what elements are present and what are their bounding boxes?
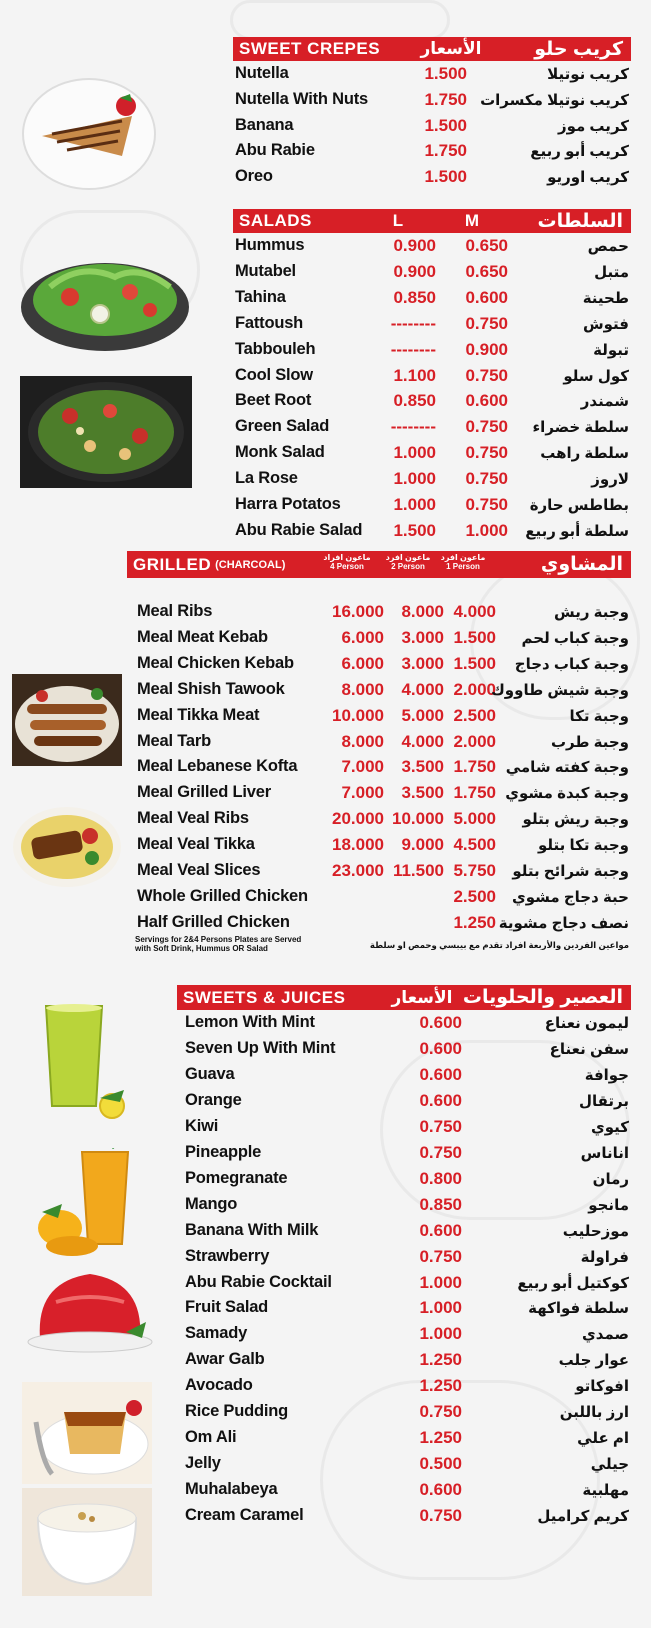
item-price-l: 1.000 xyxy=(393,469,436,489)
grilled-row xyxy=(0,910,651,936)
item-price-2p: 10.000 xyxy=(392,809,444,829)
item-name-ar: سلطة فواكهة xyxy=(528,1300,629,1318)
sweets-price-heading: الأسعار xyxy=(391,987,453,1007)
item-price-m: 0.650 xyxy=(465,261,508,281)
item-price-m: 0.900 xyxy=(465,339,508,359)
item-name-ar: كريب أبو ربيع xyxy=(530,143,629,161)
item-name-ar: كريب نوتيلا xyxy=(547,66,629,83)
item-name-en: Abu Rabie xyxy=(235,141,315,160)
item-price-1p: 1.250 xyxy=(453,912,496,932)
item-price-1p: 5.000 xyxy=(453,809,496,829)
item-name-ar: صمدي xyxy=(582,1326,629,1344)
item-price-2p: 9.000 xyxy=(401,835,444,855)
item-name-en: Muhalabeya xyxy=(185,1480,278,1499)
item-name-en: Meal Veal Ribs xyxy=(137,809,249,828)
item-name-en: Cream Caramel xyxy=(185,1506,304,1525)
item-price-m: 0.600 xyxy=(465,287,508,307)
item-name-ar: نصف دجاج مشوية xyxy=(498,914,629,932)
item-name-ar: شمندر xyxy=(580,393,629,411)
grilled-title-en: GRILLED xyxy=(133,554,212,574)
item-price-4p: 23.000 xyxy=(332,861,384,880)
item-name-en: Beet Root xyxy=(235,391,312,410)
item-price-m: 0.600 xyxy=(465,391,508,411)
item-price: 1.000 xyxy=(419,1324,462,1344)
grilled-title-ar: المشاوي xyxy=(540,554,623,575)
item-price-1p: 1.500 xyxy=(453,653,496,673)
item-name-en: Rice Pudding xyxy=(185,1402,289,1421)
item-name-en: Nutella With Nuts xyxy=(235,89,369,108)
grilled-col4-heading: ماعون افراد 4 Person xyxy=(323,553,371,571)
item-price-2p: 3.000 xyxy=(401,627,444,647)
caramel-photo xyxy=(22,1382,152,1484)
item-name-en: Meal Shish Tawook xyxy=(137,679,285,698)
item-price: 0.750 xyxy=(419,1246,462,1266)
item-name-en: Lemon With Mint xyxy=(185,1013,315,1031)
item-price-2p: 4.000 xyxy=(401,731,444,751)
item-name-en: Meal Ribs xyxy=(137,602,213,620)
item-price: 1.000 xyxy=(419,1298,462,1318)
item-name-ar: مانجو xyxy=(588,1196,629,1214)
item-price-1p: 2.500 xyxy=(453,705,496,725)
item-name-ar: رمان xyxy=(592,1170,629,1188)
item-price-1p: 2.000 xyxy=(453,679,496,699)
item-name-en: Meal Chicken Kebab xyxy=(137,653,294,672)
item-name-en: Meal Meat Kebab xyxy=(137,627,268,646)
salads-col-m: M xyxy=(464,211,480,230)
item-name-ar: كول سلو xyxy=(563,367,629,385)
item-name-en: Meal Grilled Liver xyxy=(137,783,271,802)
item-price-m: 0.750 xyxy=(465,469,508,489)
item-name-ar: متبل xyxy=(594,263,629,281)
grilled-row xyxy=(0,780,651,806)
item-name-en: Abu Rabie Cocktail xyxy=(185,1272,332,1291)
item-price: 1.500 xyxy=(424,167,467,187)
item-name-en: Fruit Salad xyxy=(185,1298,269,1317)
item-name-ar: اناناس xyxy=(580,1144,629,1162)
item-price-2p: 8.000 xyxy=(401,602,444,621)
salads-title-ar: السلطات xyxy=(537,210,623,232)
item-price-1p: 1.750 xyxy=(453,757,496,777)
item-name-en: Harra Potatos xyxy=(235,495,341,513)
grill-platter-photo xyxy=(12,674,122,766)
item-name-ar: حبة دجاج مشوي xyxy=(511,888,629,906)
item-price-m: 0.750 xyxy=(465,313,508,333)
item-price-4p: 20.000 xyxy=(332,809,384,829)
item-price-1p: 4.000 xyxy=(453,602,496,621)
sweets-title-ar: العصير والحلويات xyxy=(462,987,623,1008)
item-price-2p: 5.000 xyxy=(401,705,444,725)
item-price: 0.600 xyxy=(419,1090,462,1110)
item-price: 0.600 xyxy=(419,1220,462,1240)
jelly-photo xyxy=(26,1262,154,1358)
item-name-ar: جيلي xyxy=(590,1456,629,1474)
item-name-en: Tahina xyxy=(235,287,286,306)
item-name-en: Half Grilled Chicken xyxy=(137,912,290,931)
crepes-title-ar: كريب حلو xyxy=(534,38,623,60)
item-price: 1.500 xyxy=(424,64,467,83)
item-price-l: -------- xyxy=(390,313,436,333)
item-price-4p: 7.000 xyxy=(341,783,384,803)
item-price: 0.500 xyxy=(419,1454,462,1474)
item-name-en: Monk Salad xyxy=(235,443,325,462)
item-price-2p: 11.500 xyxy=(392,861,444,880)
item-name-ar: فتوش xyxy=(582,315,629,333)
item-name-ar: فراولة xyxy=(580,1248,629,1266)
item-name-ar: ام علي xyxy=(577,1430,629,1448)
item-price-1p: 2.500 xyxy=(453,886,496,906)
grilled-note-en: Servings for 2&4 Persons Plates are Served with Soft Drink, Hummus OR Salad xyxy=(135,935,302,953)
item-name-ar: عوار جلب xyxy=(558,1352,629,1370)
item-price-4p: 16.000 xyxy=(332,602,384,621)
item-name-en: Meal Tarb xyxy=(137,731,211,750)
item-price-1p: 2.000 xyxy=(453,731,496,751)
item-name-en: Green Salad xyxy=(235,417,330,436)
item-name-en: Orange xyxy=(185,1090,242,1109)
item-name-en: Pomegranate xyxy=(185,1168,288,1187)
item-price-m: 0.750 xyxy=(465,417,508,437)
salad-row xyxy=(0,492,651,518)
item-price-l: 1.000 xyxy=(393,443,436,463)
grilled-header xyxy=(127,551,631,578)
item-price-2p: 3.000 xyxy=(401,653,444,673)
item-name-en: Fattoush xyxy=(235,313,304,332)
item-name-en: Banana xyxy=(235,115,294,134)
item-price-m: 1.000 xyxy=(465,520,508,540)
item-name-ar: كيوي xyxy=(591,1118,629,1136)
grilled-row xyxy=(0,651,651,677)
item-name-en: Kiwi xyxy=(185,1116,219,1135)
item-price-2p: 4.000 xyxy=(401,679,444,699)
item-name-ar: سفن نعناع xyxy=(549,1040,629,1058)
salad-photo xyxy=(20,252,190,352)
item-price: 0.750 xyxy=(419,1142,462,1162)
item-name-ar: ليمون نعناع xyxy=(544,1015,629,1032)
item-name-ar: كريب نوتيلا مكسرات xyxy=(480,91,629,109)
item-name-en: Seven Up With Mint xyxy=(185,1038,336,1057)
item-price-1p: 4.500 xyxy=(453,835,496,855)
muhalabeya-photo xyxy=(22,1488,152,1596)
item-name-ar: وجبة ريش بتلو xyxy=(522,811,629,829)
item-name-en: Pineapple xyxy=(185,1142,262,1161)
sweets-header xyxy=(177,985,631,1010)
item-name-ar: وجبة شرائح بتلو xyxy=(512,863,629,880)
crepe-photo xyxy=(22,76,156,190)
item-name-en: Guava xyxy=(185,1064,235,1083)
item-price-1p: 1.500 xyxy=(453,627,496,647)
item-name-en: La Rose xyxy=(235,469,298,488)
salad-row xyxy=(0,518,651,544)
item-name-ar: افوكاتو xyxy=(575,1378,629,1396)
item-name-en: Om Ali xyxy=(185,1428,237,1447)
item-name-ar: موزحليب xyxy=(562,1222,629,1240)
item-price-4p: 18.000 xyxy=(332,835,384,855)
item-price-4p: 7.000 xyxy=(341,757,384,777)
item-name-en: Meal Veal Tikka xyxy=(137,835,255,854)
item-price: 1.250 xyxy=(419,1376,462,1396)
lemon-juice-photo xyxy=(40,1002,132,1122)
item-name-ar: مهلبية xyxy=(582,1482,629,1500)
item-name-en: Awar Galb xyxy=(185,1350,265,1369)
item-name-ar: سلطة أبو ربيع xyxy=(525,522,629,540)
item-price: 0.850 xyxy=(419,1194,462,1214)
item-name-ar: جوافة xyxy=(584,1066,629,1084)
item-price: 1.250 xyxy=(419,1350,462,1370)
item-price-m: 0.650 xyxy=(465,236,508,255)
item-name-ar: سلطة خضراء xyxy=(532,419,629,437)
item-name-ar: وجبة طرب xyxy=(550,733,629,751)
item-name-ar: وجبة شيش طاووك xyxy=(491,681,629,699)
crepes-price-heading: الأسعار xyxy=(420,39,482,58)
item-name-en: Banana With Milk xyxy=(185,1220,319,1239)
item-price-l: 0.900 xyxy=(393,261,436,281)
item-price: 0.750 xyxy=(419,1116,462,1136)
item-price-2p: 3.500 xyxy=(401,757,444,777)
item-name-ar: وجبة كباب لحم xyxy=(521,629,629,647)
item-price-m: 0.750 xyxy=(465,495,508,514)
mango-juice-photo xyxy=(32,1148,136,1256)
item-name-ar: وجبة كفته شامي xyxy=(505,759,629,777)
item-price-l: -------- xyxy=(390,417,436,437)
item-price: 1.750 xyxy=(424,89,467,109)
salads-col-l: L xyxy=(392,211,404,230)
item-name-en: Meal Lebanese Kofta xyxy=(137,757,298,776)
item-name-ar: سلطة راهب xyxy=(540,445,629,463)
item-name-ar: لاروز xyxy=(591,471,629,489)
item-name-ar: طحينة xyxy=(582,289,629,307)
item-name-ar: كوكتيل أبو ربيع xyxy=(517,1274,629,1292)
item-price: 1.000 xyxy=(419,1272,462,1292)
item-name-en: Oreo xyxy=(235,167,273,186)
item-name-ar: وجبة كبدة مشوي xyxy=(505,785,629,803)
item-name-en: Mango xyxy=(185,1194,238,1213)
item-name-en: Whole Grilled Chicken xyxy=(137,886,308,905)
item-price-4p: 8.000 xyxy=(341,679,384,699)
item-price-1p: 5.750 xyxy=(453,861,496,880)
item-name-ar: وجبة تكا بتلو xyxy=(538,837,629,855)
item-price-2p: 3.500 xyxy=(401,783,444,803)
item-name-en: Hummus xyxy=(235,236,305,254)
grilled-col1-heading: ماعون افرد 1 Person xyxy=(440,553,486,571)
item-name-ar: كريب موز xyxy=(557,117,629,135)
item-price-l: 0.900 xyxy=(393,236,436,255)
item-name-en: Samady xyxy=(185,1324,248,1343)
item-price-4p: 10.000 xyxy=(332,705,384,725)
item-name-ar: وجبة كباب دجاج xyxy=(514,655,629,673)
item-price-m: 0.750 xyxy=(465,443,508,463)
veal-platter-photo xyxy=(12,806,122,888)
item-name-en: Avocado xyxy=(185,1376,253,1395)
background-sketch xyxy=(230,0,450,40)
grilled-title-small: (CHARCOAL) xyxy=(215,558,286,571)
item-name-ar: حمص xyxy=(587,238,629,255)
salads-header xyxy=(233,209,631,233)
item-price-l: 1.500 xyxy=(393,520,436,540)
item-price: 0.750 xyxy=(419,1506,462,1526)
item-name-ar: كريم كراميل xyxy=(537,1508,629,1526)
item-name-en: Tabbouleh xyxy=(235,339,316,358)
item-name-en: Cool Slow xyxy=(235,365,313,384)
grilled-note-ar: مواعين الفردين والأربعة افراد تقدم مع بيبسي وحمص او سلطة xyxy=(369,940,629,950)
item-name-en: Abu Rabie Salad xyxy=(235,520,363,539)
item-price: 0.600 xyxy=(419,1013,462,1032)
item-name-en: Meal Veal Slices xyxy=(137,861,261,879)
item-name-ar: وجبة ريش xyxy=(554,604,629,621)
item-price: 0.750 xyxy=(419,1402,462,1422)
item-price-m: 0.750 xyxy=(465,365,508,385)
grilled-col2-heading: ماعون افرد 2 Person xyxy=(385,553,431,571)
item-price-l: 1.100 xyxy=(393,365,436,385)
sweets-title-en: SWEETS & JUICES xyxy=(183,987,346,1007)
item-name-ar: كريب اوريو xyxy=(547,169,629,187)
item-name-en: Meal Tikka Meat xyxy=(137,705,260,724)
item-price-l: 0.850 xyxy=(393,391,436,411)
grilled-row xyxy=(0,625,651,651)
crepes-title-en: SWEET CREPES xyxy=(239,39,381,58)
item-price: 0.600 xyxy=(419,1038,462,1058)
item-price-l: 0.850 xyxy=(393,287,436,307)
item-price-1p: 1.750 xyxy=(453,783,496,803)
item-price-4p: 6.000 xyxy=(341,653,384,673)
item-name-ar: برتقال xyxy=(578,1092,629,1110)
item-price: 1.250 xyxy=(419,1428,462,1448)
item-price: 0.600 xyxy=(419,1480,462,1500)
salads-title-en: SALADS xyxy=(239,211,312,230)
grilled-row xyxy=(0,599,651,625)
item-price: 0.600 xyxy=(419,1064,462,1084)
item-price: 1.500 xyxy=(424,115,467,135)
item-price: 0.800 xyxy=(419,1168,462,1188)
item-name-ar: بطاطس حارة xyxy=(529,497,629,514)
item-name-en: Mutabel xyxy=(235,261,296,280)
item-name-ar: ارز باللبن xyxy=(559,1404,629,1422)
item-name-ar: وجبة تكا xyxy=(569,707,629,725)
item-name-en: Jelly xyxy=(185,1454,221,1473)
item-price-l: -------- xyxy=(390,339,436,359)
item-price: 1.750 xyxy=(424,141,467,161)
item-price-4p: 8.000 xyxy=(341,731,384,751)
item-name-en: Strawberry xyxy=(185,1246,270,1265)
item-name-ar: تبولة xyxy=(593,341,629,359)
crepes-header xyxy=(233,37,631,61)
fattoush-photo xyxy=(20,376,192,488)
item-name-en: Nutella xyxy=(235,64,289,82)
item-price-4p: 6.000 xyxy=(341,627,384,647)
item-price-l: 1.000 xyxy=(393,495,436,514)
